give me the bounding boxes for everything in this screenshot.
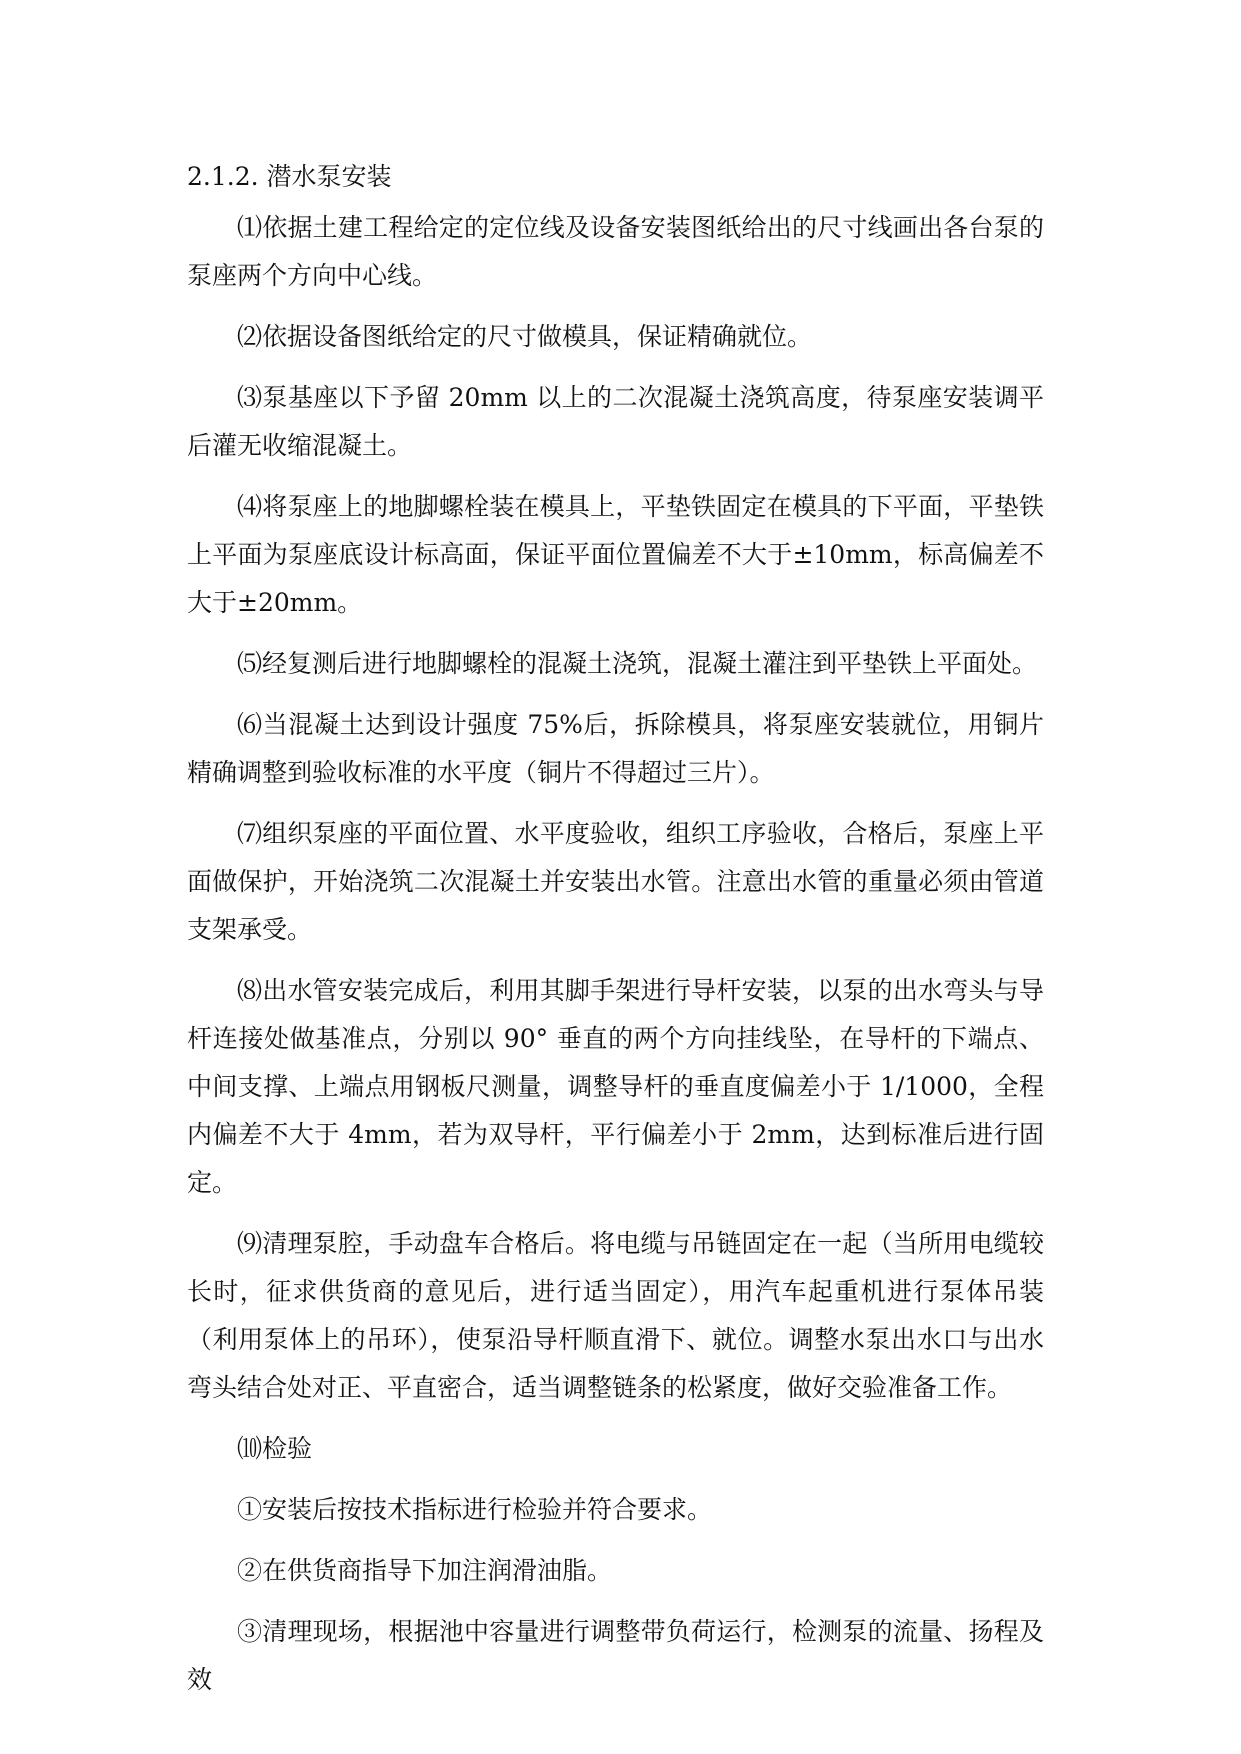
- paragraph-8: ⑻出水管安装完成后，利用其脚手架进行导杆安装，以泵的出水弯头与导杆连接处做基准点，分别以 90° 垂直的两个方向挂线坠，在导杆的下端点、中间支撑、上端点用钢板尺测量，调整导杆的垂直度偏差小于 1/1000，全程内偏差不大于 4mm，若为双导杆，平行偏差小于 2mm，达到标准后进行固定。: [187, 976, 1044, 1197]
- paragraph-3: ⑶泵基座以下予留 20mm 以上的二次混凝土浇筑高度，待泵座安装调平后灌无收缩混凝土。: [187, 383, 1044, 460]
- inspection-item-3: ③清理现场，根据池中容量进行调整带负荷运行，检测泵的流量、扬程及效: [187, 1617, 1044, 1694]
- paragraph-1: ⑴依据土建工程给定的定位线及设备安装图纸给出的尺寸线画出各台泵的泵座两个方向中心线。: [187, 213, 1044, 290]
- paragraph-7: ⑺组织泵座的平面位置、水平度验收，组织工序验收，合格后，泵座上平面做保护，开始浇筑二次混凝土并安装出水管。注意出水管的重量必须由管道支架承受。: [187, 819, 1044, 944]
- section-heading: 2.1.2. 潜水泵安装: [187, 162, 392, 191]
- paragraph-10-heading: ⑽检验: [237, 1434, 313, 1463]
- inspection-item-2: ②在供货商指导下加注润滑油脂。: [237, 1556, 613, 1585]
- paragraph-9: ⑼清理泵腔，手动盘车合格后。将电缆与吊链固定在一起（当所用电缆较长时，征求供货商的意见后，进行适当固定），用汽车起重机进行泵体吊装（利用泵体上的吊环），使泵沿导杆顺直滑下、就位。调整水泵出水口与出水弯头结合处对正、平直密合，适当调整链条的松紧度，做好交验准备工作。: [187, 1229, 1044, 1402]
- paragraph-6: ⑹当混凝土达到设计强度 75%后，拆除模具，将泵座安装就位，用铜片精确调整到验收标准的水平度（铜片不得超过三片）。: [187, 710, 1044, 787]
- paragraph-4: ⑷将泵座上的地脚螺栓装在模具上，平垫铁固定在模具的下平面，平垫铁上平面为泵座底设计标高面，保证平面位置偏差不大于±10mm，标高偏差不大于±20mm。: [187, 492, 1044, 617]
- paragraph-2: ⑵依据设备图纸给定的尺寸做模具，保证精确就位。: [237, 322, 813, 351]
- inspection-item-1: ①安装后按技术指标进行检验并符合要求。: [237, 1495, 713, 1524]
- paragraph-5: ⑸经复测后进行地脚螺栓的混凝土浇筑，混凝土灌注到平垫铁上平面处。: [237, 649, 1038, 678]
- document-body: [187, 152, 1044, 1717]
